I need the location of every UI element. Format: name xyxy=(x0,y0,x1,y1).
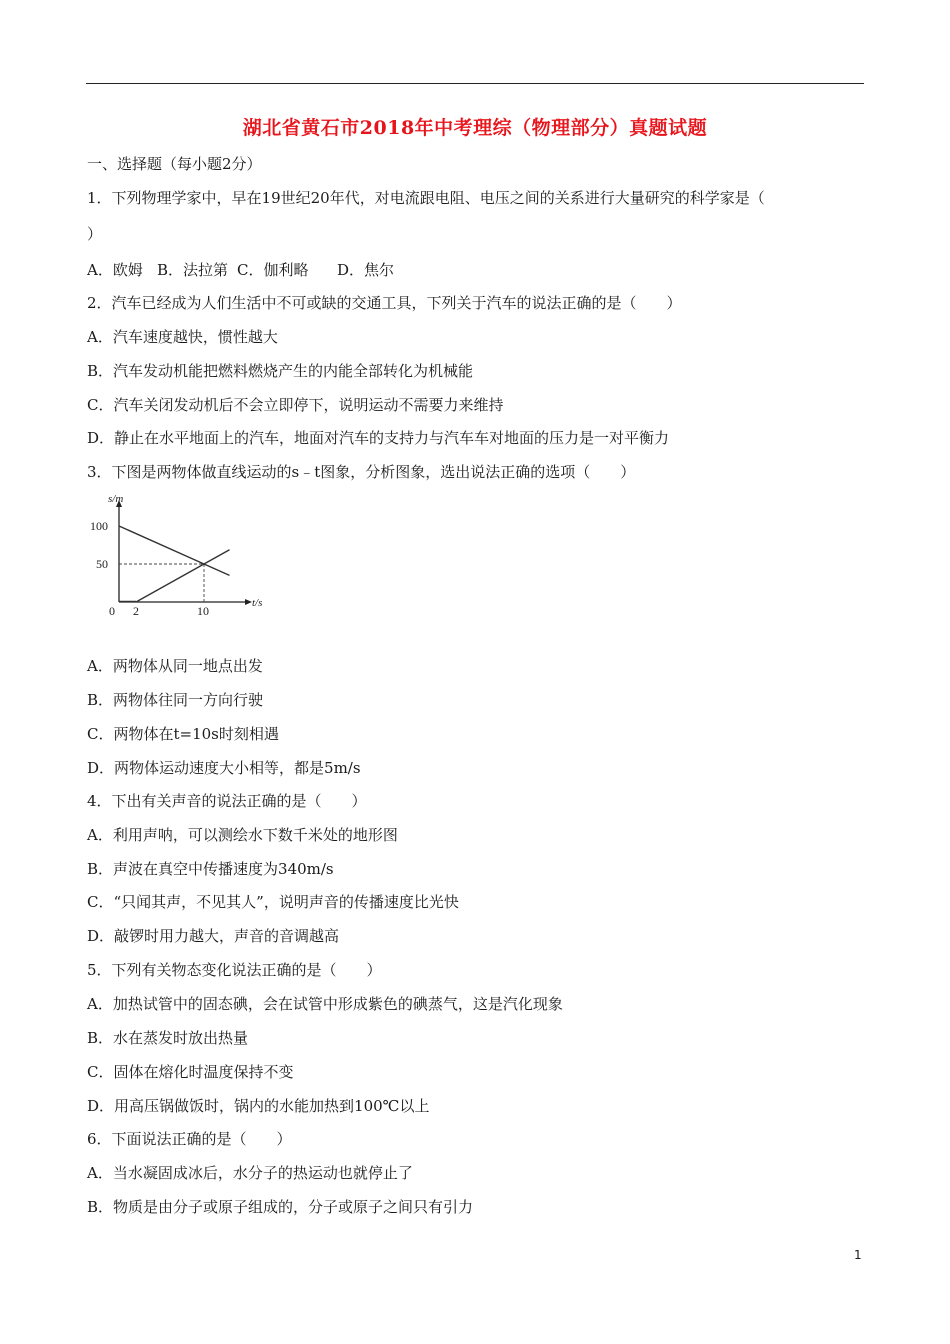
q1-options xyxy=(87,260,394,280)
q2-stem: 2．汽车已经成为人们生活中不可或缺的交通工具，下列关于汽车的说法正确的是（ ） xyxy=(87,294,682,312)
x-axis-label: t/s xyxy=(252,597,263,609)
q6-option-b: B．物质是由分子或原子组成的，分子或原子之间只有引力 xyxy=(87,1198,474,1216)
q4-option-c: C．“只闻其声，不见其人”，说明声音的传播速度比光快 xyxy=(87,893,459,911)
q1-stem: 1．下列物理学家中，早在19世纪20年代，对电流跟电阻、电压之间的关系进行大量研究的科学家是（ xyxy=(87,189,765,207)
q2-option-a: A．汽车速度越快，惯性越大 xyxy=(87,328,278,346)
x-tick-label: 10 xyxy=(197,604,209,618)
y-tick-label: 100 xyxy=(90,519,108,533)
y-axis-label: s/m xyxy=(108,493,124,505)
page-title: 湖北省黄石市2018年中考理综（物理部分）真题试题 xyxy=(242,117,708,139)
q1-option-b: B．法拉第 xyxy=(157,261,229,279)
section-heading: 一、选择题（每小题2分） xyxy=(87,155,262,173)
q4-option-b: B．声波在真空中传播速度为340m/s xyxy=(87,860,334,878)
q4-stem: 4．下出有关声音的说法正确的是（ ） xyxy=(87,792,367,810)
series-line-object-1 xyxy=(119,526,230,575)
x-tick-label: 2 xyxy=(133,604,139,618)
x-axis-arrow xyxy=(245,599,252,605)
x-tick-label: 0 xyxy=(109,604,115,618)
q3-option-c: C．两物体在t=10s时刻相遇 xyxy=(87,725,279,743)
q2-option-d: D．静止在水平地面上的汽车，地面对汽车的支持力与汽车车对地面的压力是一对平衡力 xyxy=(87,429,670,447)
q3-stem: 3．下图是两物体做直线运动的s﹣t图象，分析图象，选出说法正确的选项（ ） xyxy=(87,463,636,481)
q2-option-b: B．汽车发动机能把燃料燃烧产生的内能全部转化为机械能 xyxy=(87,362,474,380)
q5-option-a: A．加热试管中的固态碘，会在试管中形成紫色的碘蒸气，这是汽化现象 xyxy=(87,995,563,1013)
y-tick-label: 50 xyxy=(96,557,108,571)
q2-option-c: C．汽车关闭发动机后不会立即停下，说明运动不需要力来维持 xyxy=(87,396,504,414)
q1-option-d: D．焦尔 xyxy=(337,261,395,279)
q4-option-d: D．敲锣时用力越大，声音的音调越高 xyxy=(87,927,340,945)
q6-option-a: A．当水凝固成冰后，水分子的热运动也就停止了 xyxy=(87,1164,413,1182)
q5-option-c: C．固体在熔化时温度保持不变 xyxy=(87,1063,294,1081)
q1-option-c: C．伽利略 xyxy=(237,261,309,279)
q3-option-d: D．两物体运动速度大小相等，都是5m/s xyxy=(87,759,361,777)
q5-stem: 5．下列有关物态变化说法正确的是（ ） xyxy=(87,961,382,979)
series-line-object-2 xyxy=(136,550,230,602)
q3-option-a: A．两物体从同一地点出发 xyxy=(87,657,263,675)
q5-option-d: D．用高压锅做饭时，锅内的水能加热到100℃以上 xyxy=(87,1097,430,1115)
q1-option-a: A．欧姆 xyxy=(87,261,143,279)
q6-stem: 6．下面说法正确的是（ ） xyxy=(87,1130,292,1148)
q4-option-a: A．利用声呐，可以测绘水下数千米处的地形图 xyxy=(87,826,398,844)
q1-stem-end: ） xyxy=(87,225,103,243)
page-number: 1 xyxy=(854,1248,862,1262)
st-graph xyxy=(88,490,263,625)
q3-option-b: B．两物体往同一方向行驶 xyxy=(87,691,264,709)
q5-option-b: B．水在蒸发时放出热量 xyxy=(87,1029,249,1047)
header-rule xyxy=(86,83,864,84)
